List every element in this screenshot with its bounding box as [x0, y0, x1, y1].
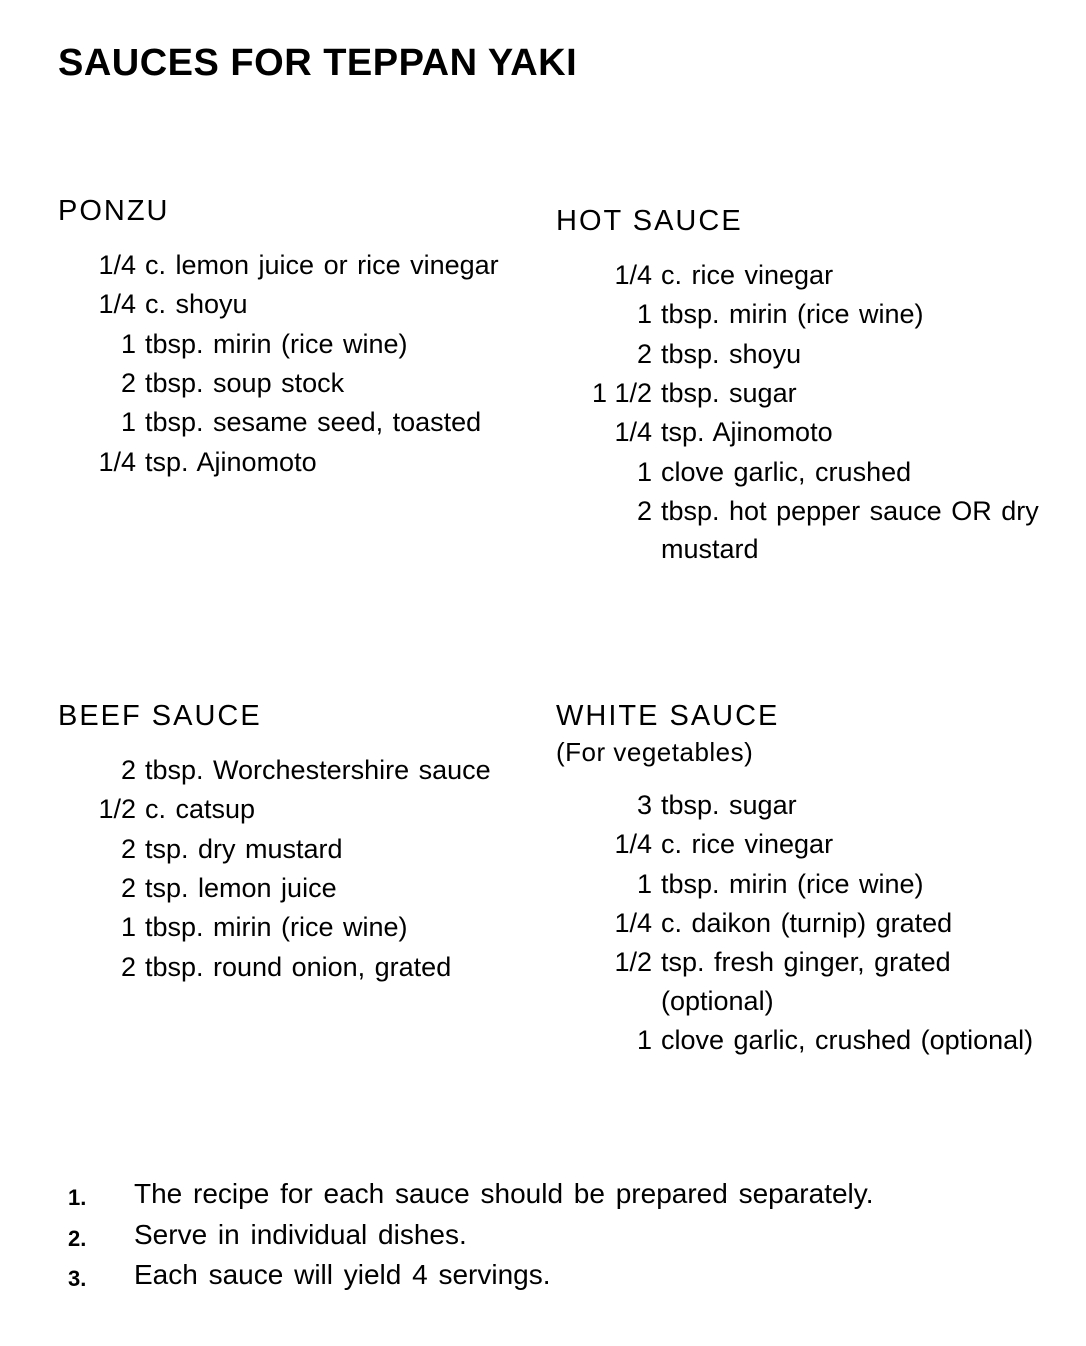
list-item	[68, 1175, 1048, 1214]
ingredient-quantity: 2	[120, 367, 136, 398]
ingredient-quantity: 1	[120, 407, 136, 438]
page-title: SAUCES FOR TEPPAN YAKI	[58, 42, 578, 84]
list-item	[58, 751, 548, 789]
sauce-heading: PONZU	[58, 195, 170, 227]
ingredient-text: c. lemon juice or rice vinegar	[145, 250, 499, 280]
list-item	[58, 285, 548, 323]
ingredient-text: tsp. Ajinomoto	[661, 417, 833, 448]
ingredient-quantity: 1/4	[98, 250, 136, 280]
ingredient-quantity: 1 1/2	[591, 377, 652, 408]
ingredient-list	[58, 246, 548, 481]
list-item	[58, 246, 548, 284]
ingredient-quantity: 1	[636, 456, 652, 487]
ingredient-quantity: 1/4	[98, 446, 136, 477]
ingredient-text: c. catsup	[145, 794, 256, 825]
ingredient-list	[58, 751, 548, 986]
sauce-section-hot-sauce	[556, 205, 1056, 570]
list-item	[58, 364, 548, 402]
ingredient-text: tbsp. hot pepper sauce OR dry mustard	[661, 495, 1039, 565]
ingredient-quantity: 1	[636, 1024, 652, 1055]
list-item	[556, 335, 1056, 373]
ingredient-quantity: 1	[120, 328, 136, 359]
ingredient-quantity: 1/4	[98, 289, 136, 320]
ingredient-quantity: 1	[636, 868, 652, 899]
ingredient-text: tbsp. sesame seed, toasted	[145, 407, 482, 438]
ingredient-quantity: 1	[636, 299, 652, 330]
ingredient-quantity: 1/4	[614, 829, 652, 860]
ingredient-quantity: 2	[120, 755, 136, 785]
ingredient-text: tbsp. mirin (rice wine)	[661, 299, 924, 330]
list-item	[58, 443, 548, 481]
ingredient-text: tbsp. shoyu	[661, 338, 802, 369]
ingredient-text: tbsp. round onion, grated	[145, 951, 452, 982]
list-item	[58, 830, 548, 868]
sauce-section-ponzu	[58, 195, 548, 482]
list-item	[556, 413, 1056, 451]
sauce-heading: HOT SAUCE	[556, 205, 743, 237]
list-item	[58, 869, 548, 907]
step-number: 2.	[68, 1225, 87, 1251]
list-item	[556, 904, 1066, 942]
ingredient-quantity: 1	[120, 912, 136, 943]
ingredient-quantity: 1/4	[614, 907, 652, 938]
ingredient-text: tbsp. sugar	[661, 377, 797, 408]
sauce-section-beef-sauce	[58, 700, 548, 987]
ingredient-text: c. rice vinegar	[661, 260, 834, 290]
sauce-subtitle: (For vegetables)	[556, 737, 754, 767]
ingredient-quantity: 2	[120, 951, 136, 982]
ingredient-quantity: 2	[120, 872, 136, 903]
ingredient-list	[556, 786, 1066, 1059]
ingredient-text: tsp. Ajinomoto	[145, 446, 317, 477]
ingredient-text: tsp. fresh ginger, grated (optional)	[661, 947, 951, 1016]
ingredient-text: c. shoyu	[145, 289, 248, 320]
list-item	[556, 256, 1056, 294]
list-item	[58, 948, 548, 986]
list-item	[556, 865, 1066, 903]
ingredient-text: c. daikon (turnip) grated	[661, 907, 953, 938]
list-item	[58, 325, 548, 363]
ingredient-quantity: 2	[120, 833, 136, 864]
sauce-heading: BEEF SAUCE	[58, 700, 262, 732]
sauce-section-white-sauce	[556, 700, 1066, 1060]
ingredient-quantity: 1/4	[614, 260, 652, 290]
sauce-heading: WHITE SAUCE	[556, 700, 780, 732]
ingredient-quantity: 1/2	[614, 947, 652, 978]
list-item	[58, 908, 548, 946]
step-text: The recipe for each sauce should be prepared separately.	[134, 1178, 874, 1209]
list-item	[68, 1256, 1048, 1295]
ingredient-text: clove garlic, crushed (optional)	[661, 1024, 1034, 1055]
ingredient-list	[556, 256, 1056, 569]
ingredient-text: tsp. lemon juice	[145, 872, 337, 903]
step-number: 3.	[68, 1266, 87, 1292]
ingredient-quantity: 3	[636, 790, 652, 820]
ingredient-quantity: 1/4	[614, 417, 652, 448]
step-text: Serve in individual dishes.	[134, 1218, 467, 1250]
ingredient-text: tbsp. mirin (rice wine)	[661, 868, 924, 899]
list-item	[556, 295, 1056, 333]
list-item	[556, 492, 1056, 569]
list-item	[556, 453, 1056, 491]
instruction-list	[68, 1175, 1048, 1297]
ingredient-text: tbsp. mirin (rice wine)	[145, 912, 408, 943]
ingredient-quantity: 2	[636, 495, 652, 526]
list-item	[556, 786, 1066, 824]
step-number: 1.	[68, 1185, 87, 1210]
ingredient-text: tbsp. Worchestershire sauce	[145, 755, 491, 785]
ingredient-text: tbsp. sugar	[661, 790, 797, 820]
list-item	[556, 374, 1056, 412]
list-item	[58, 403, 548, 441]
list-item	[556, 825, 1066, 863]
list-item	[556, 943, 1066, 1020]
ingredient-text: c. rice vinegar	[661, 829, 834, 860]
list-item	[556, 1021, 1066, 1059]
ingredient-text: clove garlic, crushed	[661, 456, 912, 487]
list-item	[58, 790, 548, 828]
ingredient-text: tbsp. soup stock	[145, 367, 345, 398]
ingredient-quantity: 1/2	[98, 794, 136, 825]
ingredient-text: tsp. dry mustard	[145, 833, 343, 864]
ingredient-text: tbsp. mirin (rice wine)	[145, 328, 408, 359]
step-text: Each sauce will yield 4 servings.	[134, 1259, 551, 1291]
ingredient-quantity: 2	[636, 338, 652, 369]
list-item	[68, 1216, 1048, 1255]
